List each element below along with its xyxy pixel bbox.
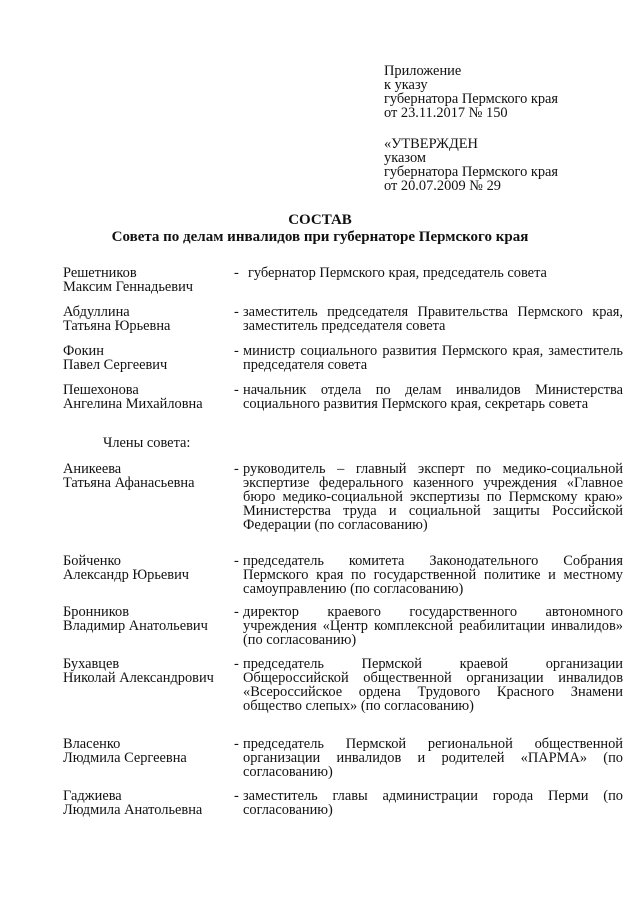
role-text: председатель комитета Законодательного Собрания Пермского края по государственной политике и местному самоуправлению (по согласованию): [243, 553, 623, 597]
person-role: [234, 737, 623, 779]
person-surname: Гаджиева: [63, 788, 122, 804]
person-surname: Бронников: [63, 604, 130, 620]
person-given-name: Максим Геннадьевич: [63, 279, 194, 295]
role-text: заместитель председателя Правительства Пермского края, заместитель председателя совета: [243, 304, 623, 334]
person-surname: Власенко: [63, 736, 121, 752]
role-text: директор краевого государственного автономного учреждения «Центр комплексной реабилитации инвалидов» (по согласованию): [243, 604, 623, 648]
role-dash: -: [234, 382, 239, 398]
document-subtitle: Совета по делам инвалидов при губернаторе Пермского края: [111, 229, 529, 245]
person-name: [63, 266, 233, 294]
person-role: [234, 657, 623, 713]
person-given-name: Ангелина Михайловна: [63, 396, 203, 412]
person-surname: Решетников: [63, 265, 137, 281]
appendix-line: губернатора Пермского края: [384, 91, 559, 107]
person-surname: Аникеева: [63, 461, 122, 477]
person-surname: Бойченко: [63, 553, 121, 569]
person-given-name: Николай Александрович: [63, 670, 214, 686]
appendix-line: от 23.11.2017 № 150: [384, 105, 508, 121]
person-surname: Бухавцев: [63, 656, 120, 672]
person-name: [63, 462, 233, 490]
person-role: [234, 462, 623, 532]
person-name: [63, 789, 233, 817]
document-title: СОСТАВ: [288, 212, 352, 228]
person-name: [63, 305, 233, 333]
role-dash: -: [234, 788, 239, 804]
appendix-line: Приложение: [384, 63, 462, 79]
approved-line: от 20.07.2009 № 29: [384, 178, 501, 194]
role-dash: -: [234, 265, 239, 281]
person-given-name: Владимир Анатольевич: [63, 618, 208, 634]
role-text: руководитель – главный эксперт по медико-социальной экспертизе федерального казенного учреждения «Главное бюро медико-социальной экспертизы по Пермскому краю» Министерства труда и социальной защиты Российской Федерации (по согласованию): [243, 461, 623, 533]
person-role: [234, 344, 623, 372]
person-name: [63, 657, 233, 685]
person-role: [234, 554, 623, 596]
person-role: [234, 305, 623, 333]
appendix-block: [384, 64, 624, 120]
person-surname: Фокин: [63, 343, 104, 359]
role-dash: -: [234, 304, 239, 320]
role-dash: -: [234, 656, 239, 672]
person-role: [234, 266, 623, 280]
role-text: губернатор Пермского края, председатель совета: [248, 265, 547, 281]
approved-line: губернатора Пермского края: [384, 164, 559, 180]
members-heading: Члены совета:: [103, 435, 191, 451]
person-given-name: Людмила Анатольевна: [63, 802, 203, 818]
person-given-name: Александр Юрьевич: [63, 567, 190, 583]
role-text: начальник отдела по делам инвалидов Министерства социального развития Пермского края, секретарь совета: [243, 382, 623, 412]
role-dash: -: [234, 343, 239, 359]
person-role: [234, 605, 623, 647]
person-name: [63, 554, 233, 582]
approved-line: «УТВЕРЖДЕН: [384, 136, 478, 152]
role-text: заместитель главы администрации города Перми (по согласованию): [243, 788, 623, 818]
person-given-name: Татьяна Юрьевна: [63, 318, 171, 334]
role-dash: -: [234, 736, 239, 752]
role-text: министр социального развития Пермского края, заместитель председателя совета: [243, 343, 623, 373]
person-surname: Пешехонова: [63, 382, 139, 398]
document-heading: [0, 212, 640, 246]
person-role: [234, 383, 623, 411]
approved-line: указом: [384, 150, 426, 166]
person-name: [63, 737, 233, 765]
role-dash: -: [234, 553, 239, 569]
person-given-name: Павел Сергеевич: [63, 357, 168, 373]
approved-block: [384, 137, 624, 193]
role-text: председатель Пермской краевой организации Общероссийской общественной организации инвалидов «Всероссийское ордена Трудового Красного Знамени общество слепых» (по согласованию): [243, 656, 623, 714]
person-name: [63, 605, 233, 633]
person-name: [63, 344, 233, 372]
role-dash: -: [234, 604, 239, 620]
person-given-name: Татьяна Афанасьевна: [63, 475, 195, 491]
person-name: [63, 383, 233, 411]
person-given-name: Людмила Сергеевна: [63, 750, 187, 766]
role-text: председатель Пермской региональной общественной организации инвалидов и родителей «ПАРМА» (по согласованию): [243, 736, 623, 780]
person-role: [234, 789, 623, 817]
person-surname: Абдуллина: [63, 304, 130, 320]
role-dash: -: [234, 461, 239, 477]
appendix-line: к указу: [384, 77, 428, 93]
